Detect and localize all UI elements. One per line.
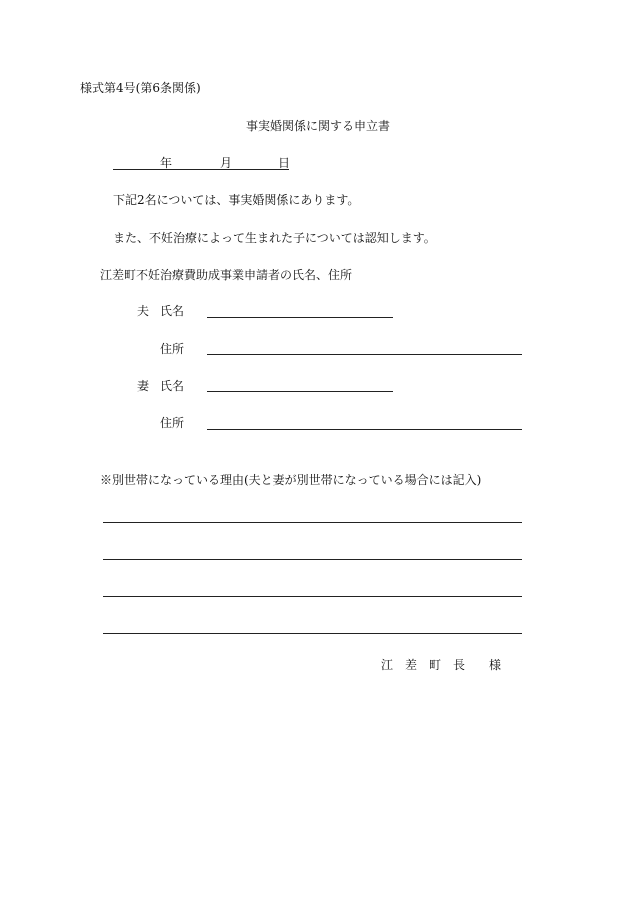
- year-label: 年: [160, 156, 173, 170]
- statement-acknowledgment: また、不妊治療によって生まれた子については認知します。: [113, 231, 436, 245]
- month-label: 月: [220, 156, 233, 170]
- husband-address-label: 住所: [160, 342, 185, 356]
- document-title: 事実婚関係に関する申立書: [246, 119, 391, 133]
- husband-label: 夫: [137, 304, 150, 318]
- date-underline: [113, 169, 289, 170]
- husband-name-field[interactable]: [207, 317, 393, 318]
- wife-name-field[interactable]: [207, 391, 393, 392]
- husband-address-field[interactable]: [207, 354, 522, 355]
- reason-line-2[interactable]: [103, 559, 522, 560]
- wife-label: 妻: [137, 379, 150, 393]
- wife-address-label: 住所: [160, 416, 185, 430]
- husband-name-label: 氏名: [160, 304, 185, 318]
- applicant-section-heading: 江差町不妊治療費助成事業申請者の氏名、住所: [100, 268, 353, 282]
- reason-line-1[interactable]: [103, 522, 522, 523]
- statement-relationship: 下記2名については、事実婚関係にあります。: [113, 193, 360, 207]
- wife-name-label: 氏名: [160, 379, 185, 393]
- addressee: 江 差 町 長 様: [381, 658, 502, 672]
- reason-line-3[interactable]: [103, 596, 522, 597]
- wife-address-field[interactable]: [207, 429, 522, 430]
- separate-residence-note: ※別世帯になっている理由(夫と妻が別世帯になっている場合には記入): [100, 473, 482, 487]
- day-label: 日: [278, 156, 291, 170]
- form-number: 様式第4号(第6条関係): [80, 81, 201, 95]
- reason-line-4[interactable]: [103, 633, 522, 634]
